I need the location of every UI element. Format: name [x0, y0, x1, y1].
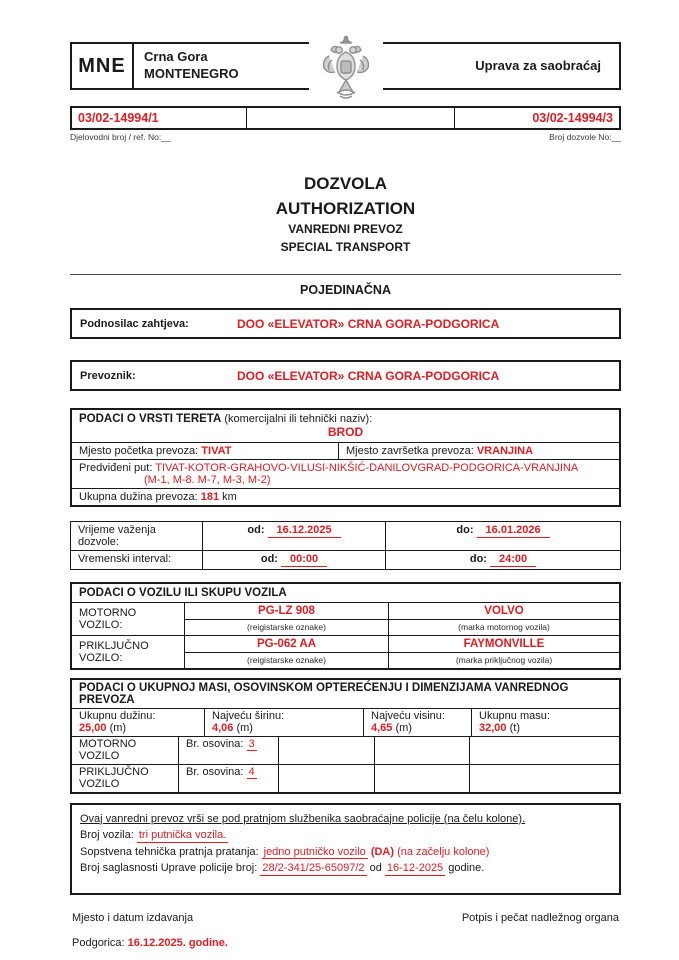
cargo-start-cell [72, 443, 339, 459]
country-code-box: MNE [72, 44, 134, 88]
title-authorization: AUTHORIZATION [275, 198, 416, 218]
motor-axles-empty-2 [375, 737, 470, 764]
issue-date: 16.12.2025. godine. [127, 936, 228, 949]
trailer-axles-empty-2 [375, 765, 470, 792]
mass-section-title: PODACI O UKUPNOJ MASI, OSOVINSKOM OPTEREĆENJU I DIMENZIJAMA VANREDNOG PREVOZA [72, 680, 619, 709]
ref-number-left: 03/02-14994/1 [78, 111, 159, 125]
axles-label: Br. osovina: [186, 737, 244, 750]
od-label: od: [247, 524, 265, 537]
carrier-value: DOO «ELEVATOR» CRNA GORA-PODGORICA [237, 368, 500, 383]
distance-label: Ukupna dužina prevoza: [79, 491, 198, 504]
escort-vehicle-count-value: tri putnička vozila. [138, 829, 227, 842]
escort-consent-od: od [369, 862, 382, 875]
cargo-name: BROD [327, 425, 364, 440]
valid-to-cell [386, 522, 620, 550]
trailer-plate-cell [185, 636, 389, 668]
cargo-distance-row [72, 488, 619, 505]
cargo-header [72, 410, 619, 442]
route-roads: (M-1, M-8. M-7, M-3, M-2) [144, 474, 271, 487]
escort-vehicle-count-line [80, 827, 611, 844]
trailer-plate-caption: (reigistarske oznake) [247, 654, 326, 665]
ref-number-right: 03/02-14994/3 [532, 111, 613, 125]
cargo-end-value: VRANJINA [476, 445, 534, 458]
dim-height-cell [364, 709, 472, 736]
escort-technical-suffix: (na začelju kolone) [397, 845, 490, 858]
cargo-end-cell [339, 443, 619, 459]
applicant-box [70, 308, 621, 339]
mass-section [70, 678, 621, 794]
document-header [70, 42, 621, 90]
country-name-local: Crna Gora [144, 49, 208, 64]
distance-unit: km [222, 491, 237, 504]
applicant-label: Podnosilac zahtjeva: [80, 317, 189, 330]
trailer-plate-value: PG-062 AA [185, 636, 388, 653]
od-label-2: od: [260, 553, 278, 566]
trailer-axles-label: PRIKLJUČNO VOZILO [72, 765, 179, 792]
ref-caption-right: Broj dozvole No:__ [549, 132, 621, 142]
escort-consent-line [80, 860, 611, 877]
interval-to-cell [386, 551, 620, 569]
valid-from-cell [203, 522, 386, 550]
escort-technical-value: jedno putničko vozilo [263, 845, 366, 858]
motor-axles-value: 3 [248, 737, 255, 750]
ref-number-cell-middle [247, 108, 455, 128]
ref-number-cell-left [72, 108, 247, 128]
vehicle-section-title: PODACI O VOZILU ILI SKUPU VOZILA [72, 584, 619, 603]
country-name [134, 44, 239, 88]
motor-plate-cell [185, 603, 389, 635]
dim-length-label: Ukupnu dužinu: [79, 709, 156, 722]
validity-table [70, 521, 621, 570]
ref-number-captions [70, 132, 621, 142]
dim-width-unit: (m) [236, 721, 253, 734]
trailer-axles-cell [179, 765, 279, 792]
escort-technical-da: (DA) [370, 845, 395, 858]
axles-label-2: Br. osovina: [186, 765, 244, 778]
validity-dates-label: Vrijeme važenja dozvole: [71, 522, 203, 550]
do-label: do: [456, 524, 474, 537]
motor-axles-empty-3 [470, 737, 619, 764]
trailer-brand-caption: (marka priključnog vozila) [455, 654, 553, 665]
motor-axles-cell [179, 737, 279, 764]
trailer-axles-row [72, 764, 619, 792]
footer-labels [70, 912, 621, 924]
title-dozvola: DOZVOLA [303, 174, 388, 193]
signature-label: Potpis i pečat nadležnog organa [461, 911, 619, 924]
cargo-end-label: Mjesto završetka prevoza: [346, 445, 474, 458]
escort-section [70, 803, 621, 895]
carrier-box [70, 360, 621, 391]
dim-width-value: 4,06 [212, 721, 234, 734]
applicant-value: DOO «ELEVATOR» CRNA GORA-PODGORICA [237, 316, 500, 331]
motor-vehicle-label: MOTORNO VOZILO: [72, 603, 185, 635]
dimensions-row [72, 709, 619, 736]
route-value: TIVAT-KOTOR-GRAHOVO-VILUSI-NIKŠIĆ-DANILOVGRAD-PODGORICA-VRANJINA [155, 462, 579, 475]
motor-vehicle-row [72, 603, 619, 635]
cargo-endpoints-row [72, 442, 619, 459]
validity-row-dates [71, 522, 620, 550]
issue-place-label: Mjesto i datum izdavanja [72, 911, 194, 924]
trailer-axles-value: 4 [248, 765, 255, 778]
horizontal-rule [70, 274, 621, 275]
motor-axles-label: MOTORNO VOZILO [72, 737, 179, 764]
dim-mass-value: 32,00 [479, 721, 507, 734]
escort-technical-line [80, 844, 611, 861]
issue-line [70, 937, 621, 949]
title-vanredni-prevoz: VANREDNI PREVOZ [288, 222, 403, 237]
cargo-start-value: TIVAT [201, 445, 232, 458]
cargo-section-title: PODACI O VRSTI TERETA [79, 413, 222, 426]
trailer-brand-value: FAYMONVILLE [389, 636, 619, 653]
dim-width-label: Najveću širinu: [212, 709, 285, 722]
authority-name: Uprava za saobraćaj [475, 58, 601, 73]
motor-brand-cell [389, 603, 619, 635]
motor-plate-caption: (reigistarske oznake) [247, 621, 326, 632]
dim-length-unit: (m) [109, 721, 127, 734]
montenegro-coat-of-arms-icon [309, 32, 383, 104]
dim-length-value: 25,00 [79, 721, 107, 734]
dim-height-unit: (m) [395, 721, 412, 734]
document-title-block [70, 172, 621, 256]
distance-value: 181 [200, 491, 220, 504]
escort-vehicle-count-label: Broj vozila: [80, 829, 134, 842]
cargo-section [70, 408, 621, 507]
document-type: POJEDINAČNA [300, 283, 391, 298]
issue-place: Podgorica: [72, 936, 125, 949]
interval-to-value: 24:00 [490, 553, 536, 567]
escort-statement: Ovaj vanredni prevoz vrši se pod pratnjom službenika saobraćajne policije (na čelu kolone). [80, 812, 526, 825]
dim-mass-cell [472, 709, 619, 736]
valid-from-value: 16.12.2025 [268, 524, 341, 538]
cargo-section-subtitle: (komercijalni ili tehnički naziv): [224, 413, 373, 426]
dim-mass-label: Ukupnu masu: [479, 709, 550, 722]
escort-technical-label: Sopstvena tehnička pratnja pratanja: [80, 845, 259, 858]
motor-plate-value: PG-LZ 908 [185, 603, 388, 620]
escort-consent-label: Broj saglasnosti Uprave policije broj: [80, 862, 258, 875]
escort-consent-number: 28/2-341/25-65097/2 [262, 862, 365, 875]
motor-axles-row [72, 736, 619, 764]
trailer-axles-empty-1 [279, 765, 375, 792]
interval-label: Vremenski interval: [71, 551, 203, 569]
do-label-2: do: [469, 553, 487, 566]
motor-brand-caption: (marka motornog vozila) [458, 621, 550, 632]
vehicle-section [70, 582, 621, 670]
trailer-axles-empty-3 [470, 765, 619, 792]
escort-consent-date: 16-12-2025 [386, 862, 444, 875]
reference-numbers-table [70, 106, 621, 130]
dim-width-cell [205, 709, 364, 736]
motor-brand-value: VOLVO [389, 603, 619, 620]
dim-length-cell [72, 709, 205, 736]
trailer-vehicle-row [72, 635, 619, 668]
ref-number-cell-right [455, 108, 619, 128]
interval-from-cell [203, 551, 386, 569]
motor-axles-empty-1 [279, 737, 375, 764]
dim-height-value: 4,65 [371, 721, 393, 734]
cargo-start-label: Mjesto početka prevoza: [79, 445, 199, 458]
dim-mass-unit: (t) [509, 721, 520, 734]
cargo-route-row [72, 459, 619, 488]
trailer-vehicle-label: PRIKLJUČNO VOZILO: [72, 636, 185, 668]
ref-caption-left: Djelovodni broj / ref. No:__ [70, 132, 171, 142]
valid-to-value: 16.01.2026 [477, 524, 550, 538]
country-name-english: MONTENEGRO [144, 65, 239, 81]
escort-consent-suffix: godine. [448, 862, 485, 875]
dim-height-label: Najveću visinu: [371, 709, 445, 722]
trailer-brand-cell [389, 636, 619, 668]
route-label: Predviđeni put: [79, 462, 153, 475]
carrier-label: Prevoznik: [80, 369, 136, 382]
validity-row-interval [71, 550, 620, 569]
interval-from-value: 00:00 [281, 553, 327, 567]
title-special-transport: SPECIAL TRANSPORT [280, 239, 411, 254]
